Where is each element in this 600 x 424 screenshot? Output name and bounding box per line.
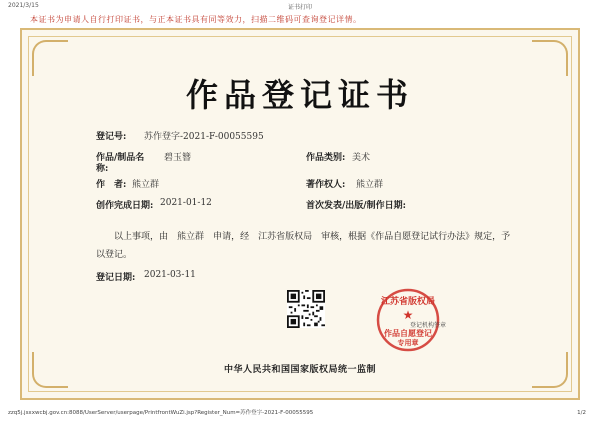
certificate-title: 作品登记证书 — [185, 76, 414, 114]
official-seal — [368, 286, 458, 362]
work-name-label: 作品/制品名 — [96, 153, 145, 163]
svg-text:★: ★ — [402, 308, 414, 322]
statement-part-3: 审核，根据《作品自愿登记试行办法》规定，予以登记。 — [96, 232, 511, 260]
completion-date-value: 2021-01-12 — [160, 198, 212, 208]
reg-date-value: 2021-03-11 — [144, 270, 196, 280]
print-date: 2021/3/15 — [8, 2, 39, 9]
seal-outer-text: 江苏省版权局 — [380, 297, 436, 307]
stamp-overlay-text: 登记机构签章 — [409, 322, 447, 329]
seal-bottom-text: 专用章 — [397, 338, 419, 347]
completion-date-label: 创作完成日期: — [96, 201, 154, 211]
statement-part-2: 申请，经 — [213, 232, 250, 242]
print-page-number: 1/2 — [577, 410, 586, 416]
statement-part-1: 以上事项，由 — [114, 232, 169, 242]
statement-applicant: 熊立群 — [177, 232, 205, 242]
work-type-label: 作品类别: — [306, 153, 346, 163]
publish-date-label: 首次发表/出版/制作日期: — [306, 201, 406, 211]
registration-statement — [96, 228, 516, 264]
reg-no-label: 登记号: — [96, 132, 127, 142]
owner-label: 著作权人: — [306, 180, 346, 190]
work-name-label-2: 称: — [96, 164, 109, 174]
print-url: zzq5j.jsxxwcbj.gov.cn:8088/UserServer/userpage/PrintfrontWuZi.jsp?Register_Num=苏作登字-2021-F-00055595 — [8, 410, 314, 416]
work-type-value: 美术 — [352, 153, 371, 163]
issuer-line: 中华人民共和国国家版权局统一监制 — [223, 365, 376, 375]
qr-code[interactable] — [287, 290, 325, 328]
reg-date-label: 登记日期: — [96, 273, 136, 283]
notice-text: 本证书为申请人自行打印证书，与正本证书具有同等效力，扫描二维码可查询登记详情。 — [30, 15, 362, 24]
author-value: 熊立群 — [132, 180, 160, 190]
reg-no-value: 苏作登字-2021-F-00055595 — [144, 132, 264, 142]
statement-agency: 江苏省版权局 — [258, 232, 313, 242]
print-page-title: 证书打印 — [287, 4, 312, 11]
work-name-value: 碧玉簪 — [164, 153, 192, 163]
owner-value: 熊立群 — [356, 180, 384, 190]
seal-middle-text: 作品自愿登记 — [384, 328, 432, 338]
author-label: 作 者: — [96, 180, 127, 190]
